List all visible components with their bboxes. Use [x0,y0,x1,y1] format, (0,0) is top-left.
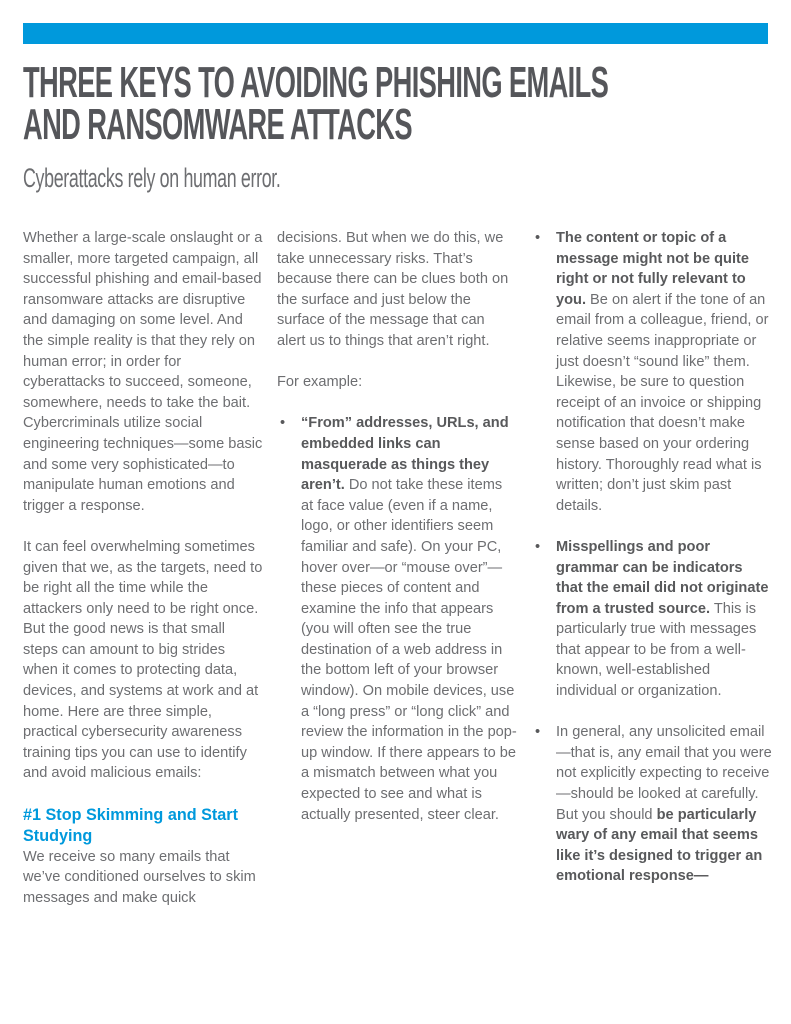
header-accent-bar [23,23,768,44]
list-item-text: Do not take these items at face value (even if a name, logo, or other identifiers seem familiar and safe). On your PC, hover over—or “mouse over”—these pieces of content and examine the info that appears (you will often see the true destination of a web address in the bottom left of your browser window). On mobile devices, use a “long press” or “long click” and review the information in the pop-up window. If there appears to be a mismatch between what you expected to see and what is actually presented, steer clear. [301,477,517,823]
page-title [23,58,609,149]
bullet-icon: • [280,415,286,432]
list-item-text: This is particularly true with messages that appear to be from a well-known, well-established individual or organization. [556,600,757,700]
list-item-misspellings [532,537,772,702]
list-item-text: In general, any unsolicited email—that is, any email that you were not explicitly expecting to receive—should be looked at carefully. But you should [556,724,772,823]
list-item-content-topic [532,228,772,516]
page-title-line-2: AND RANSOMWARE ATTACKS [23,100,412,149]
intro-paragraph: Whether a large-scale onslaught or a smaller, more targeted campaign, all successful phishing and email-based ransomware attacks are disruptive and damaging on some level. And the simple reality is that they rely on human error; in order for cyberattacks to succeed, someone, somewhere, needs to take the bait. Cybercriminals utilize social engineering techniques—some basic and some very sophisticated—to manipulate human emotions and trigger a response. [23,230,263,514]
list-item-unsolicited-email [532,722,772,887]
section-1-paragraph: We receive so many emails that we’ve conditioned ourselves to skim messages and make quick [23,848,256,906]
list-item-bold-lead: The content or topic of a message might not be quite right or not fully relevant to you. [556,230,749,308]
list-item-bold-lead: “From” addresses, URLs, and embedded links can masquerade as things they aren’t. [301,415,509,494]
column-2 [277,228,517,846]
bullet-icon: • [535,230,541,246]
overview-paragraph: It can feel overwhelming sometimes given that we, as the targets, need to be right all the time while the attackers only need to be right once. But the good news is that small steps can amount to big strides when it comes to protecting data, devices, and systems at work and at home. Here are three simple, practical cybersecurity awareness training tips you can use to identify and avoid malicious emails: [23,538,263,782]
list-item-bold-emphasis: be particularly wary of any email that seems like it’s designed to trigger an emotional response— [556,806,763,885]
section-heading-1: #1 Stop Skimming and Start Studying [23,805,238,845]
for-example-label: For example: [277,374,363,391]
list-item-from-addresses [277,413,517,825]
page-title-line-1: THREE KEYS TO AVOIDING PHISHING EMAILS [23,58,609,107]
column-1 [23,228,263,929]
list-item-text: Be on alert if the tone of an email from a colleague, friend, or relative seems inappropriate or just doesn’t “sound like” them. Likewise, be sure to question receipt of an invoice or shipping notification that doesn’t make sense based on your ordering history. Thoroughly read what is written; don’t just skim past details. [556,291,769,514]
bullet-icon: • [535,724,541,741]
bullet-icon: • [535,538,541,555]
section-1-continued-paragraph: decisions. But when we do this, we take unnecessary risks. That’s because there can be clues both on the surface and just below the surface of the message that can alert us to things that aren’t right. [277,230,509,349]
tips-list-1 [277,413,517,825]
list-item-bold-lead: Misspellings and poor grammar can be indicators that the email did not originate from a trusted source. [556,538,769,617]
page-subtitle: Cyberattacks rely on human error. [23,163,281,193]
tips-list-2 [532,228,772,887]
column-3 [532,228,772,908]
